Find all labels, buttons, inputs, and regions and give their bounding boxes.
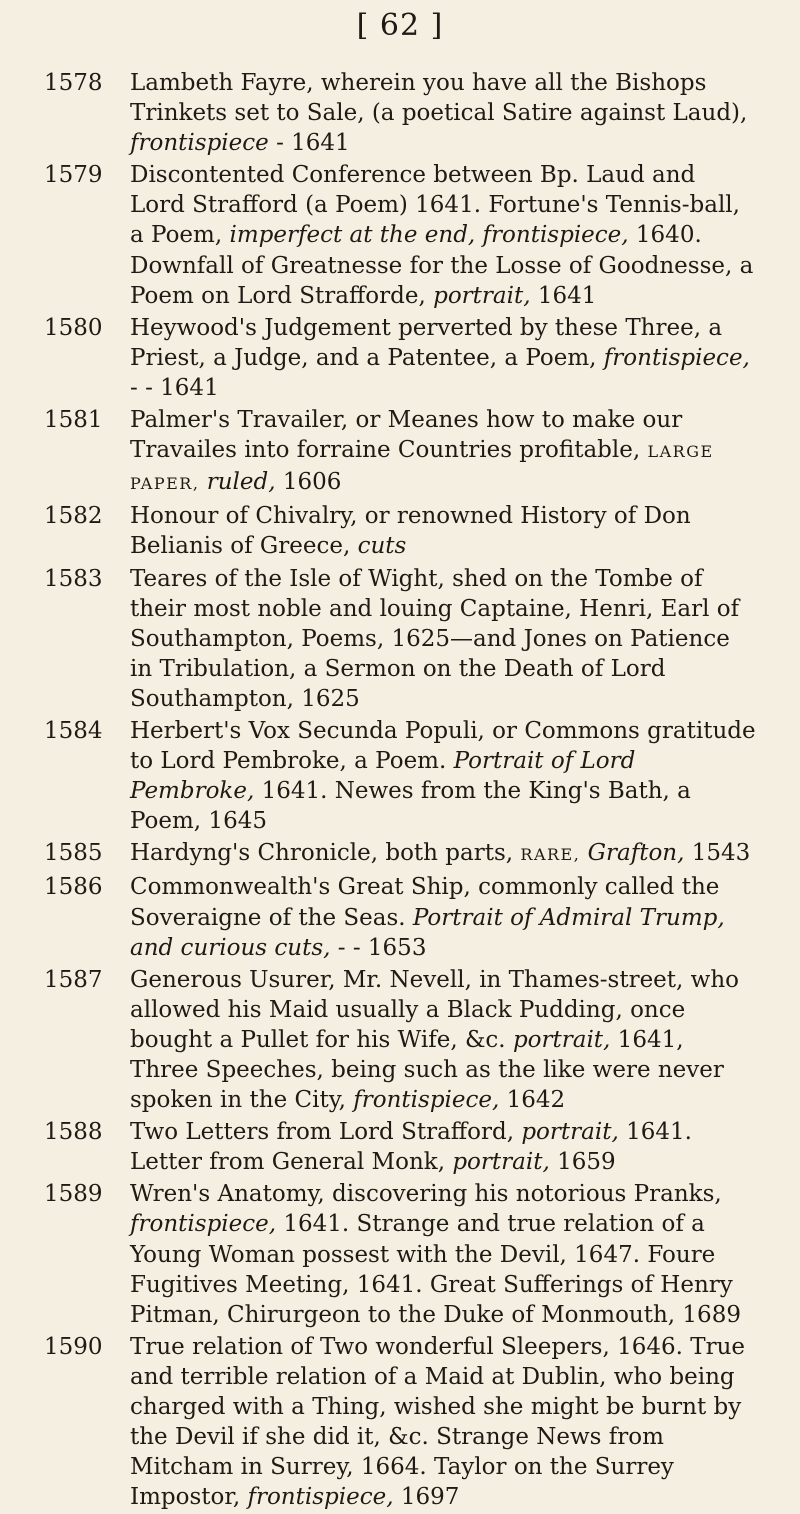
entry-number: 1584: [44, 717, 103, 744]
page-number: [ 62 ]: [356, 8, 444, 43]
entry-text-segment: Herbert's Vox Secunda Populi, or Commons gratitude to Lord Pembroke, a Poem.: [130, 717, 756, 775]
entry-text-segment: Palmer's Travailer, or Meanes how to make our Travailes into forraine Countries profitable,: [130, 407, 683, 464]
entry-text-segment: 1659: [549, 1149, 616, 1176]
entry-text-segment: 1641. Strange and true relation of a Young Woman possest with the Devil, 1647. Foure Fugitives Meeting, 1641. Great Sufferings of Henry Pitman, Chirurgeon to the Duke of Monmouth, 1689: [130, 1211, 741, 1328]
entry-text-segment: Grafton,: [587, 840, 685, 867]
entry-number: 1585: [44, 840, 103, 867]
entry-text-segment: [580, 840, 587, 866]
entry-text-segment: Portrait of Lord Pembroke,: [130, 748, 636, 805]
catalogue-entry: [44, 838, 756, 870]
entry-text-segment: frontispiece,: [130, 1211, 277, 1238]
entry-text-segment: - - 1641: [130, 374, 219, 401]
entry-description: [130, 70, 747, 156]
entry-text-segment: imperfect at the end, frontispiece,: [229, 222, 629, 249]
entry-number: 1589: [44, 1181, 103, 1208]
entry-text-segment: Honour of Chivalry, or renowned History of Don Belianis of Greece,: [130, 503, 691, 560]
entry-text-segment: - - 1653: [330, 934, 427, 961]
entry-description: [130, 1181, 741, 1327]
entry-number: 1590: [44, 1333, 103, 1360]
entry-text-segment: Heywood's Judgement perverted by these Three, a Priest, a Judge, and a Patentee, a Poem,: [130, 314, 723, 371]
entry-text-segment: portrait,: [512, 1026, 611, 1053]
entry-text-segment: Teares of the Isle of Wight, shed on the Tombe of their most noble and louing Captaine, Henri, Earl of Southampton, Poems, 1625—and Jones on Patience in Tribulation, a Sermon on the Death of Lord Southampton, 1625: [130, 565, 740, 712]
entry-text-segment: 1641. Letter from General Monk,: [130, 1119, 692, 1176]
entry-text-segment: 1642: [499, 1087, 566, 1114]
entry-text-segment: portrait,: [433, 282, 531, 309]
entry-description: [130, 840, 750, 866]
entry-text-segment: portrait,: [452, 1149, 550, 1176]
catalogue-entry: [44, 965, 756, 1115]
catalogue-entry: [44, 1117, 756, 1177]
entry-text-segment: Wren's Anatomy, discovering his notorious Pranks,: [130, 1181, 722, 1208]
entry-text-segment: True relation of Two wonderful Sleepers, 1646. True and terrible relation of a Maid at Dublin, who being charged with a Thing, wished she might be burnt by the Devil if she did it, &c. Strange News from Mitcham in Surrey, 1664. Taylor on the Surrey Impostor,: [130, 1333, 746, 1511]
entry-text-segment: Commonwealth's Great Ship, commonly called the Soveraigne of the Seas.: [130, 874, 720, 931]
entry-text-segment: frontispiece,: [603, 344, 750, 371]
entry-description: [130, 566, 739, 712]
entry-text-segment: frontispiece,: [353, 1087, 500, 1114]
catalogue-entry: [44, 716, 756, 836]
entry-number: 1580: [44, 314, 103, 341]
entry-text-segment: 1641, Three Speeches, being such as the like were never spoken in the City,: [130, 1026, 724, 1114]
entry-number: 1578: [44, 70, 103, 96]
entry-description: [130, 718, 756, 834]
entry-text-segment: Lambeth Fayre, wherein you have all the Bishops Trinkets set to Sale, (a poetical Satire against Laud),: [130, 70, 748, 127]
catalogue-entry: [44, 501, 756, 561]
entry-text-segment: [199, 469, 206, 495]
entry-text-segment: frontispiece: [130, 130, 269, 157]
entry-description: [130, 503, 691, 559]
entry-text-segment: ruled,: [206, 469, 276, 496]
entry-text-segment: 1606: [275, 469, 342, 496]
entry-text-segment: Generous Usurer, Mr. Nevell, in Thames-street, who allowed his Maid usually a Black Pudding, once bought a Pullet for his Wife, &c.: [130, 966, 740, 1053]
entry-text-segment: portrait,: [521, 1119, 619, 1146]
entry-text-segment: Portrait of Admiral Trump, and curious cuts,: [130, 904, 725, 961]
entry-number: 1582: [44, 503, 103, 530]
catalogue-entries: [44, 68, 756, 1514]
entry-description: [130, 162, 753, 308]
catalogue-entry: [44, 68, 756, 158]
entry-text-segment: Discontented Conference between Bp. Laud and Lord Strafford (a Poem) 1641. Fortune's Tennis-ball, a Poem,: [130, 162, 740, 249]
catalogue-entry: [44, 160, 756, 310]
entry-number: 1587: [44, 966, 103, 993]
entry-text-segment: frontispiece,: [247, 1484, 394, 1511]
entry-text-segment: - 1641: [268, 130, 350, 157]
entry-text-segment: 1641: [530, 282, 597, 309]
entry-description: [130, 874, 725, 960]
entry-description: [130, 967, 739, 1113]
entry-number: 1581: [44, 407, 103, 434]
entry-number: 1583: [44, 565, 103, 592]
entry-description: [130, 315, 750, 401]
entry-text-segment: RARE,: [520, 845, 581, 865]
entry-number: 1588: [44, 1119, 103, 1146]
catalogue-entry: [44, 1179, 756, 1329]
entry-text-segment: cuts: [357, 533, 407, 560]
entry-text-segment: Hardyng's Chronicle, both parts,: [130, 840, 521, 867]
entry-text-segment: Two Letters from Lord Strafford,: [130, 1119, 522, 1146]
entry-description: [130, 407, 714, 495]
entry-number: 1586: [44, 874, 103, 901]
entry-text-segment: LARGE PAPER,: [130, 442, 714, 494]
entry-text-segment: 1697: [393, 1484, 460, 1511]
entry-text-segment: 1641. Newes from the King's Bath, a Poem, 1645: [130, 778, 691, 835]
entry-number: 1579: [44, 162, 103, 189]
entry-description: [130, 1119, 692, 1175]
entry-text-segment: 1543: [684, 840, 751, 867]
entry-description: [130, 1334, 745, 1510]
catalogue-entry: [44, 872, 756, 962]
catalogue-entry: [44, 564, 756, 714]
catalogue-entry: [44, 405, 756, 499]
entry-text-segment: 1640. Downfall of Greatnesse for the Losse of Goodnesse, a Poem on Lord Strafforde,: [130, 222, 754, 309]
catalogue-entry: [44, 1332, 756, 1513]
catalogue-entry: [44, 313, 756, 403]
